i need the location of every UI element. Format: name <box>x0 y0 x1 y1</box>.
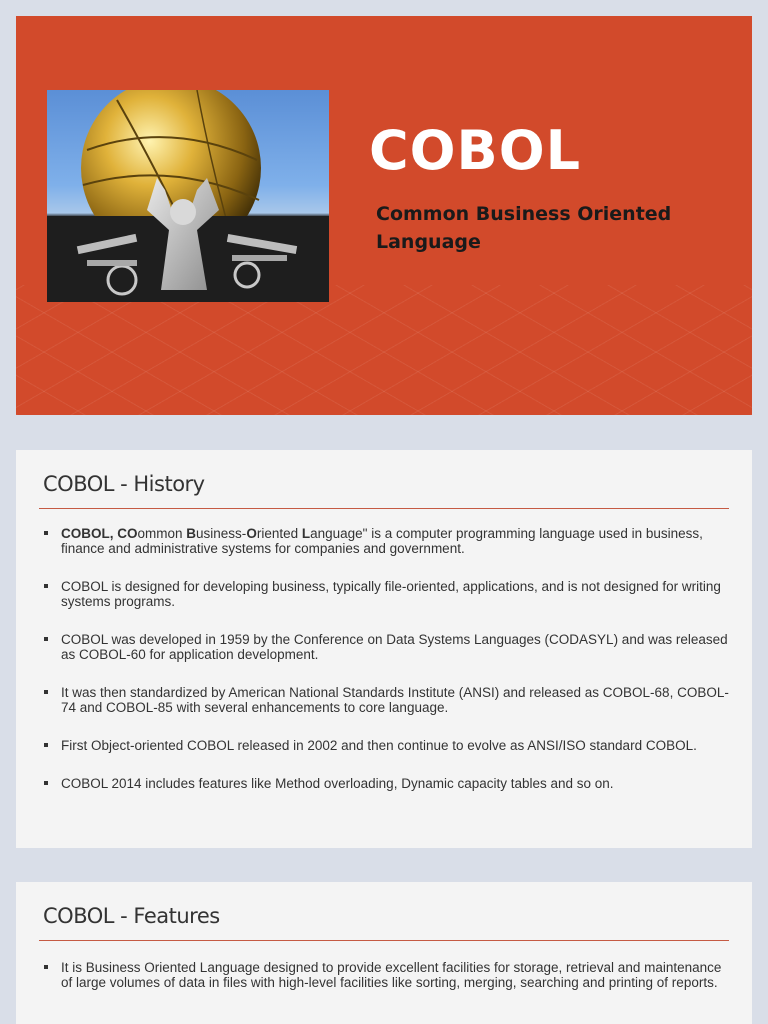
bullet-text: It is Business Oriented Language designed to provide excellent facilities for storage, retrieval and maintenance of large volumes of data in files with high-level facilities like sorting, merging, searching and printing of reports. <box>61 960 722 990</box>
atlas-globe-image <box>47 90 329 302</box>
bullet-text: First Object-oriented COBOL released in 2002 and then continue to evolve as ANSI/ISO standard COBOL. <box>61 738 697 753</box>
bullet-marker-icon <box>44 781 48 785</box>
bullet-text: COBOL was developed in 1959 by the Conference on Data Systems Languages (CODASYL) and was released as COBOL-60 for application development. <box>61 632 728 662</box>
bullet-marker-icon <box>44 690 48 694</box>
bullet-list <box>42 526 732 814</box>
bullet-marker-icon <box>44 965 48 969</box>
text: anguage" is a computer programming language used in business, finance and administrative systems for companies and government. <box>61 526 703 556</box>
bullet-item <box>42 685 732 715</box>
bullet-item <box>42 960 732 990</box>
bullet-item <box>42 632 732 662</box>
background-mesh-pattern <box>16 285 752 415</box>
text: ommon <box>137 526 187 541</box>
bold-text: B <box>186 526 197 541</box>
title-slide <box>16 16 752 415</box>
bullet-text: COBOL 2014 includes features like Method overloading, Dynamic capacity tables and so on. <box>61 776 614 791</box>
bullet-marker-icon <box>44 584 48 588</box>
bullet-item <box>42 776 732 791</box>
bullet-list <box>42 960 732 1013</box>
slide-subtitle: Common Business Oriented Language <box>376 203 672 253</box>
bold-text: O <box>246 526 257 541</box>
features-slide <box>16 882 752 1024</box>
slide-title: COBOL <box>369 119 582 182</box>
text: usiness- <box>196 526 247 541</box>
heading-divider <box>39 940 729 941</box>
slide-heading: COBOL - Features <box>43 904 220 928</box>
history-slide <box>16 450 752 848</box>
bullet-text: COBOL is designed for developing business, typically file-oriented, applications, and is not designed for writing systems programs. <box>61 579 721 609</box>
text: riented <box>256 526 302 541</box>
bullet-item <box>42 738 732 753</box>
bold-text: COBOL, CO <box>61 526 138 541</box>
bullet-marker-icon <box>44 637 48 641</box>
bullet-marker-icon <box>44 743 48 747</box>
slide-heading: COBOL - History <box>43 472 205 496</box>
bullet-marker-icon <box>44 531 48 535</box>
heading-divider <box>39 508 729 509</box>
bold-text: L <box>301 526 311 541</box>
bullet-text: It was then standardized by American National Standards Institute (ANSI) and released as COBOL-68, COBOL-74 and COBOL-85 with several enhancements to core language. <box>61 685 729 715</box>
bullet-item <box>42 579 732 609</box>
bullet-item <box>42 526 732 556</box>
